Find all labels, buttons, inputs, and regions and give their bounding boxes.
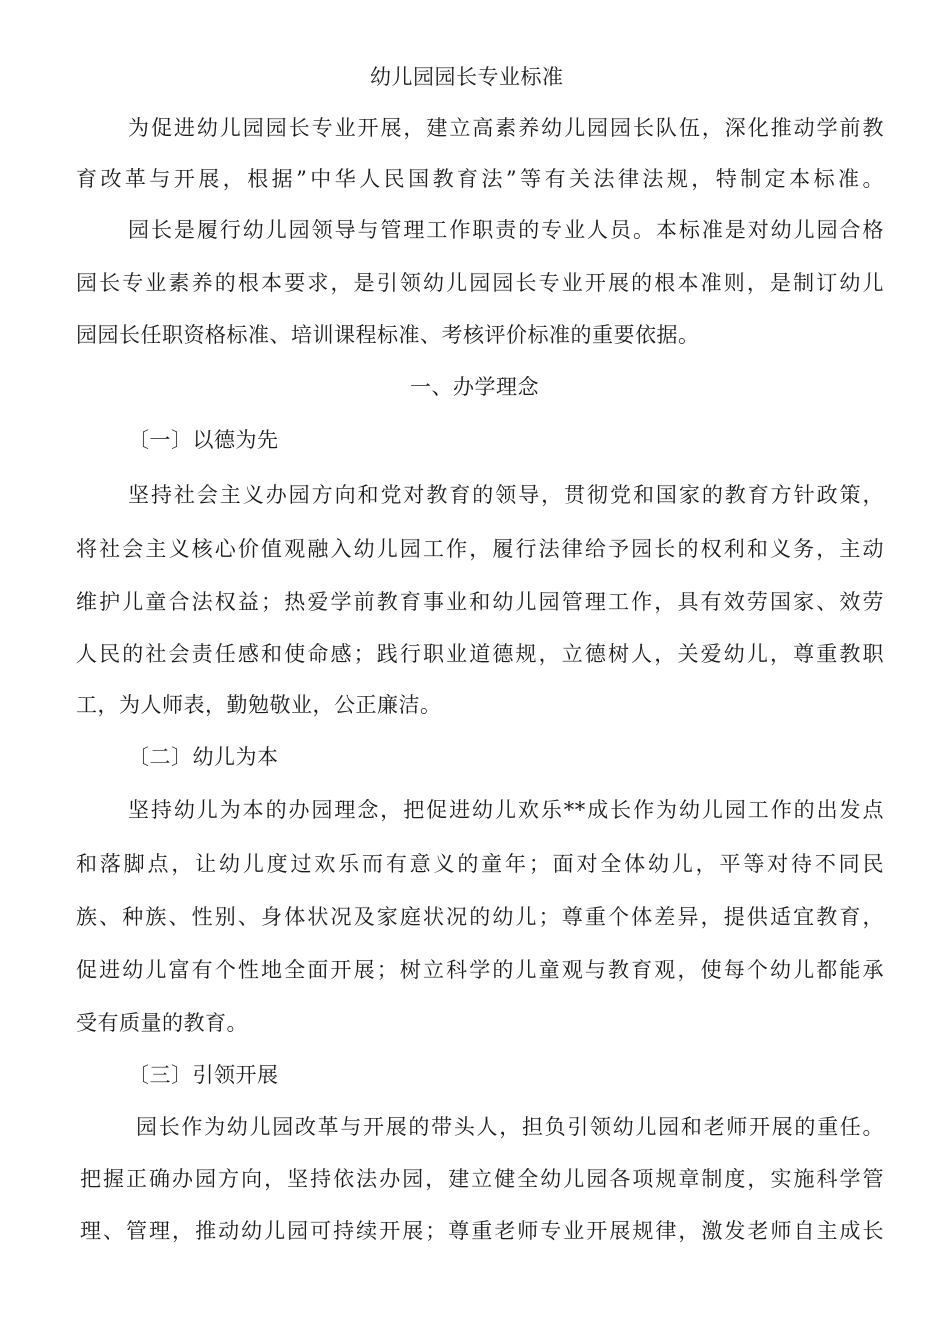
paragraph-line: 受有质量的教育。 <box>76 1011 248 1035</box>
paragraph-line: 族、种族、性别、身体状况及家庭状况的幼儿；尊重个体差异，提供适宜教育， <box>76 905 884 929</box>
paragraph-line: 园长是履行幼儿园领导与管理工作职责的专业人员。本标准是对幼儿园合格 <box>128 218 884 242</box>
paragraph-line: 维护儿童合法权益；热爱学前教育事业和幼儿园管理工作，具有效劳国家、效劳 <box>76 590 884 614</box>
paragraph-line: 为促进幼儿园园长专业开展，建立高素养幼儿园园长队伍，深化推动学前教 <box>128 116 884 140</box>
subsection-heading: 〔一〕以德为先 <box>128 428 279 452</box>
paragraph-line: 和落脚点，让幼儿度过欢乐而有意义的童年；面对全体幼儿，平等对待不同民 <box>76 852 884 876</box>
document-title: 幼儿园园长专业标准 <box>370 65 564 89</box>
paragraph-line: 坚持社会主义办园方向和党对教育的领导，贯彻党和国家的教育方针政策， <box>128 483 884 507</box>
paragraph-line: 工，为人师表，勤勉敬业，公正廉洁。 <box>76 693 442 717</box>
paragraph-line: 坚持幼儿为本的办园理念，把促进幼儿欢乐**成长作为幼儿园工作的出发点 <box>128 798 884 822</box>
paragraph-line: 园长作为幼儿园改革与开展的带头人，担负引领幼儿园和老师开展的重任。 <box>136 1115 884 1139</box>
paragraph-line: 把握正确办园方向，坚持依法办园，建立健全幼儿园各项规章制度，实施科学管 <box>80 1167 884 1191</box>
paragraph-line: 理、管理，推动幼儿园可持续开展；尊重老师专业开展规律，激发老师自主成长 <box>80 1219 884 1243</box>
paragraph-line: 园长专业素养的根本要求，是引领幼儿园园长专业开展的根本准则，是制订幼儿 <box>76 271 884 295</box>
paragraph-line: 将社会主义核心价值观融入幼儿园工作，履行法律给予园长的权利和义务，主动 <box>76 537 884 561</box>
subsection-heading: 〔二〕幼儿为本 <box>128 745 279 769</box>
section-heading: 一、办学理念 <box>410 375 539 399</box>
paragraph-line: 人民的社会责任感和使命感；践行职业道德规，立德树人，关爱幼儿，尊重教职 <box>76 642 884 666</box>
paragraph-line: 促进幼儿富有个性地全面开展；树立科学的儿童观与教育观，使每个幼儿都能承 <box>76 958 884 982</box>
paragraph-line: 园园长任职资格标准、培训课程标准、考核评价标准的重要依据。 <box>76 323 700 347</box>
subsection-heading: 〔三〕引领开展 <box>128 1063 279 1087</box>
paragraph-line: 育改革与开展，根据”中华人民国教育法”等有关法律法规，特制定本标准。 <box>76 167 884 191</box>
